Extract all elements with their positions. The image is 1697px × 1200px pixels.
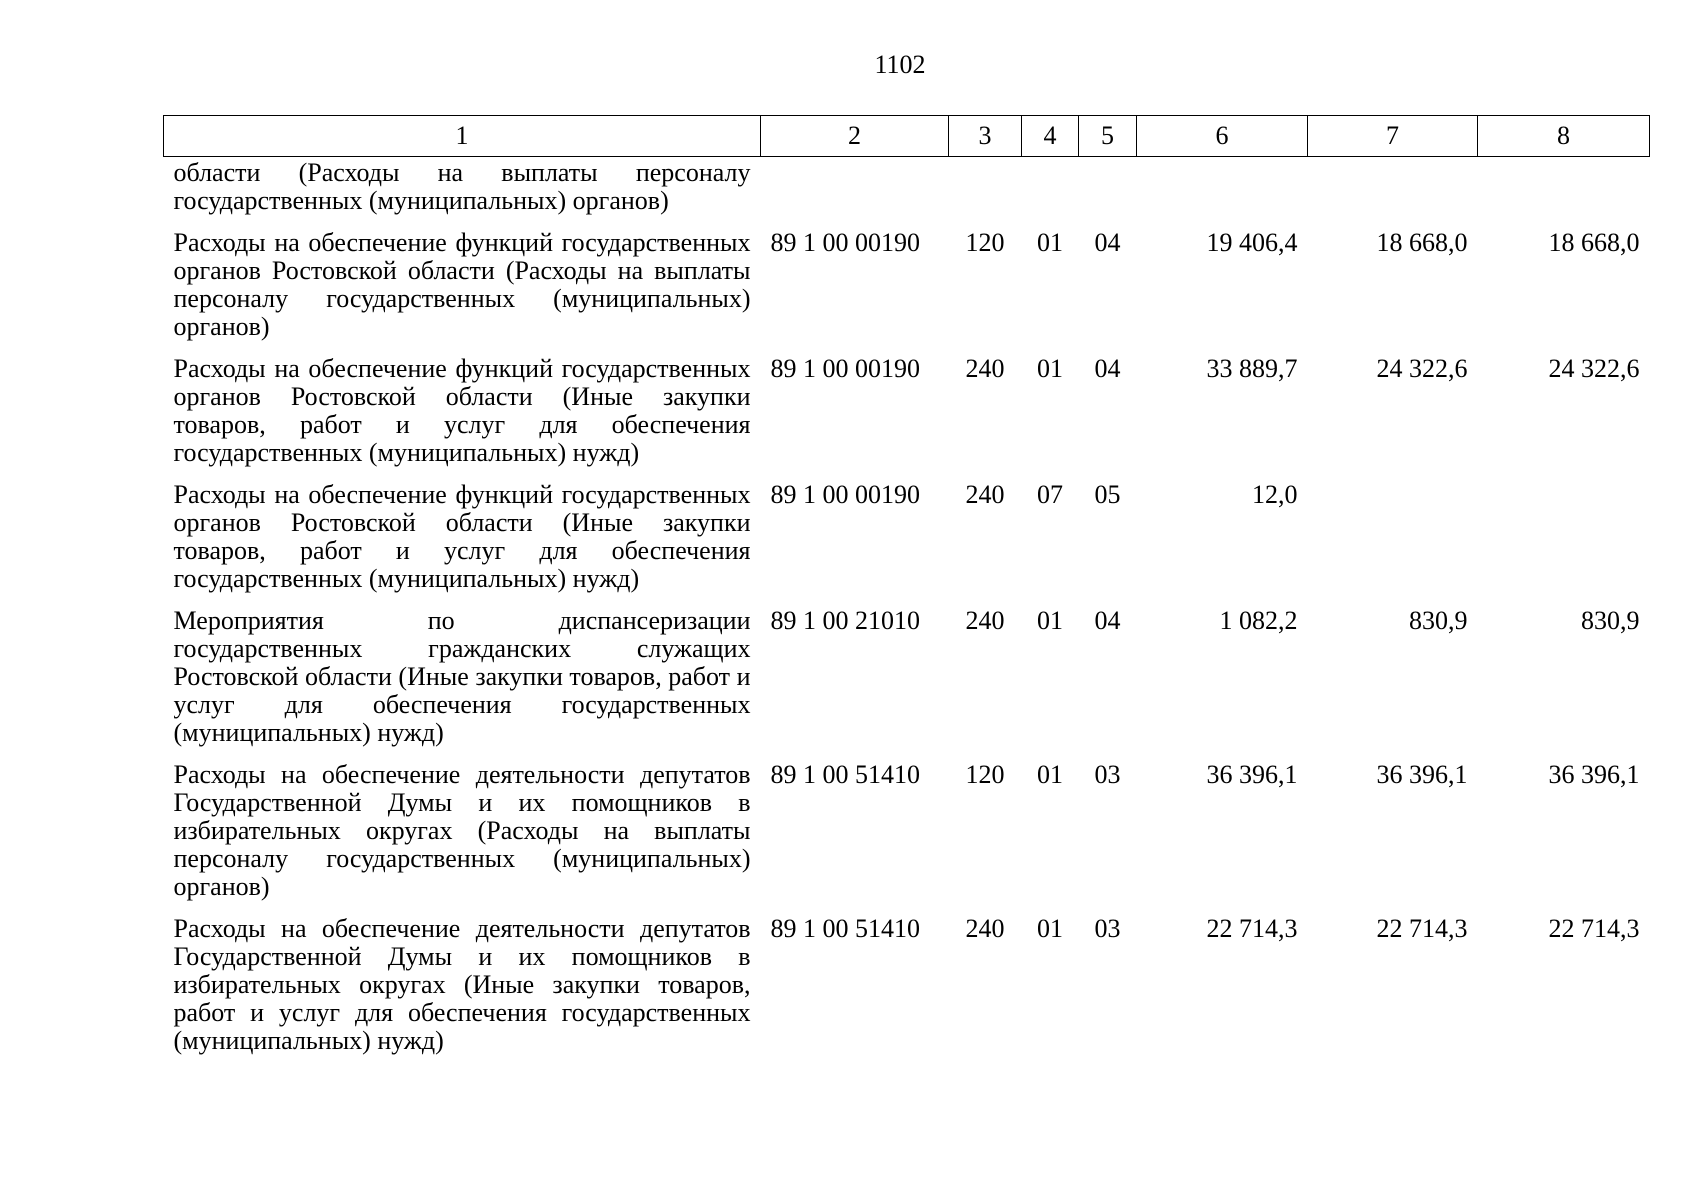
row-col5	[1079, 157, 1137, 230]
row-description: Расходы на обеспечение функций государственных органов Ростовской области (Иные закупки товаров, работ и услуг для обеспечения государственных (муниципальных) нужд)	[173, 354, 751, 467]
row-value-7: 36 396,1	[1376, 760, 1468, 789]
row-value-8: 22 714,3	[1548, 914, 1640, 943]
row-value-6: 36 396,1	[1206, 760, 1298, 789]
row-col3: 120	[965, 760, 1005, 789]
row-col4: 01	[1037, 760, 1063, 789]
row-code: 89 1 00 51410	[770, 760, 920, 789]
budget-table	[163, 115, 1650, 1069]
row-col4: 07	[1037, 480, 1063, 509]
row-col5: 05	[1094, 480, 1121, 509]
column-header-4: 4	[1022, 116, 1079, 157]
row-col5: 04	[1094, 354, 1121, 383]
row-description: Расходы на обеспечение деятельности депутатов Государственной Думы и их помощников в избирательных округах (Иные закупки товаров, работ и услуг для обеспечения государственных (муниципальных) нужд)	[173, 914, 751, 1055]
row-value-6: 1 082,2	[1219, 606, 1298, 635]
row-value-7: 830,9	[1409, 606, 1468, 635]
row-value-7	[1308, 157, 1478, 230]
row-value-6: 19 406,4	[1206, 228, 1298, 257]
row-col3: 240	[965, 914, 1005, 943]
row-code	[761, 157, 949, 230]
row-value-8: 18 668,0	[1548, 228, 1640, 257]
row-code: 89 1 00 00190	[770, 228, 920, 257]
row-col3	[949, 157, 1022, 230]
row-description: Расходы на обеспечение деятельности депутатов Государственной Думы и их помощников в избирательных округах (Расходы на выплаты персоналу государственных (муниципальных) органов)	[173, 760, 751, 901]
table-row	[164, 481, 1650, 607]
table-header-row	[164, 116, 1650, 157]
row-value-7: 22 714,3	[1376, 914, 1468, 943]
table-row	[164, 157, 1650, 230]
row-value-8: 24 322,6	[1548, 354, 1640, 383]
row-col3: 240	[965, 606, 1005, 635]
row-value-8	[1478, 481, 1650, 607]
row-code: 89 1 00 51410	[770, 914, 920, 943]
row-col5: 03	[1094, 914, 1121, 943]
table-row	[164, 915, 1650, 1069]
row-col5: 03	[1094, 760, 1121, 789]
row-value-7	[1308, 481, 1478, 607]
table-row	[164, 355, 1650, 481]
row-description: Мероприятия по диспансеризации государственных гражданских служащих Ростовской области (Иные закупки товаров, работ и услуг для обеспечения государственных (муниципальных) нужд)	[173, 606, 751, 747]
row-value-7: 24 322,6	[1376, 354, 1468, 383]
row-description: Расходы на обеспечение функций государственных органов Ростовской области (Иные закупки товаров, работ и услуг для обеспечения государственных (муниципальных) нужд)	[173, 480, 751, 593]
row-description: области (Расходы на выплаты персоналу государственных (муниципальных) органов)	[173, 158, 751, 215]
row-value-6: 12,0	[1252, 480, 1298, 509]
row-value-6: 22 714,3	[1206, 914, 1298, 943]
row-col3: 240	[965, 480, 1005, 509]
row-value-8: 36 396,1	[1548, 760, 1640, 789]
row-col4: 01	[1037, 228, 1063, 257]
table-row	[164, 761, 1650, 915]
table-row	[164, 607, 1650, 761]
row-col4	[1022, 157, 1079, 230]
row-col3: 120	[965, 228, 1005, 257]
column-header-6: 6	[1137, 116, 1308, 157]
row-col4: 01	[1037, 606, 1063, 635]
row-value-7: 18 668,0	[1376, 228, 1468, 257]
row-col4: 01	[1037, 914, 1063, 943]
column-header-7: 7	[1308, 116, 1478, 157]
row-value-8	[1478, 157, 1650, 230]
row-value-6: 33 889,7	[1206, 354, 1298, 383]
row-col5: 04	[1094, 606, 1121, 635]
row-col5: 04	[1094, 228, 1121, 257]
column-header-3: 3	[949, 116, 1022, 157]
row-code: 89 1 00 00190	[770, 354, 920, 383]
column-header-1: 1	[164, 116, 761, 157]
row-value-6	[1137, 157, 1308, 230]
row-description: Расходы на обеспечение функций государственных органов Ростовской области (Расходы на выплаты персоналу государственных (муниципальных) органов)	[173, 228, 751, 341]
column-header-5: 5	[1079, 116, 1137, 157]
page-number: 1102	[874, 50, 926, 79]
row-code: 89 1 00 00190	[770, 480, 920, 509]
row-code: 89 1 00 21010	[770, 606, 920, 635]
column-header-8: 8	[1478, 116, 1650, 157]
table-row	[164, 229, 1650, 355]
row-col3: 240	[965, 354, 1005, 383]
column-header-2: 2	[761, 116, 949, 157]
row-value-8: 830,9	[1581, 606, 1640, 635]
row-col4: 01	[1037, 354, 1063, 383]
